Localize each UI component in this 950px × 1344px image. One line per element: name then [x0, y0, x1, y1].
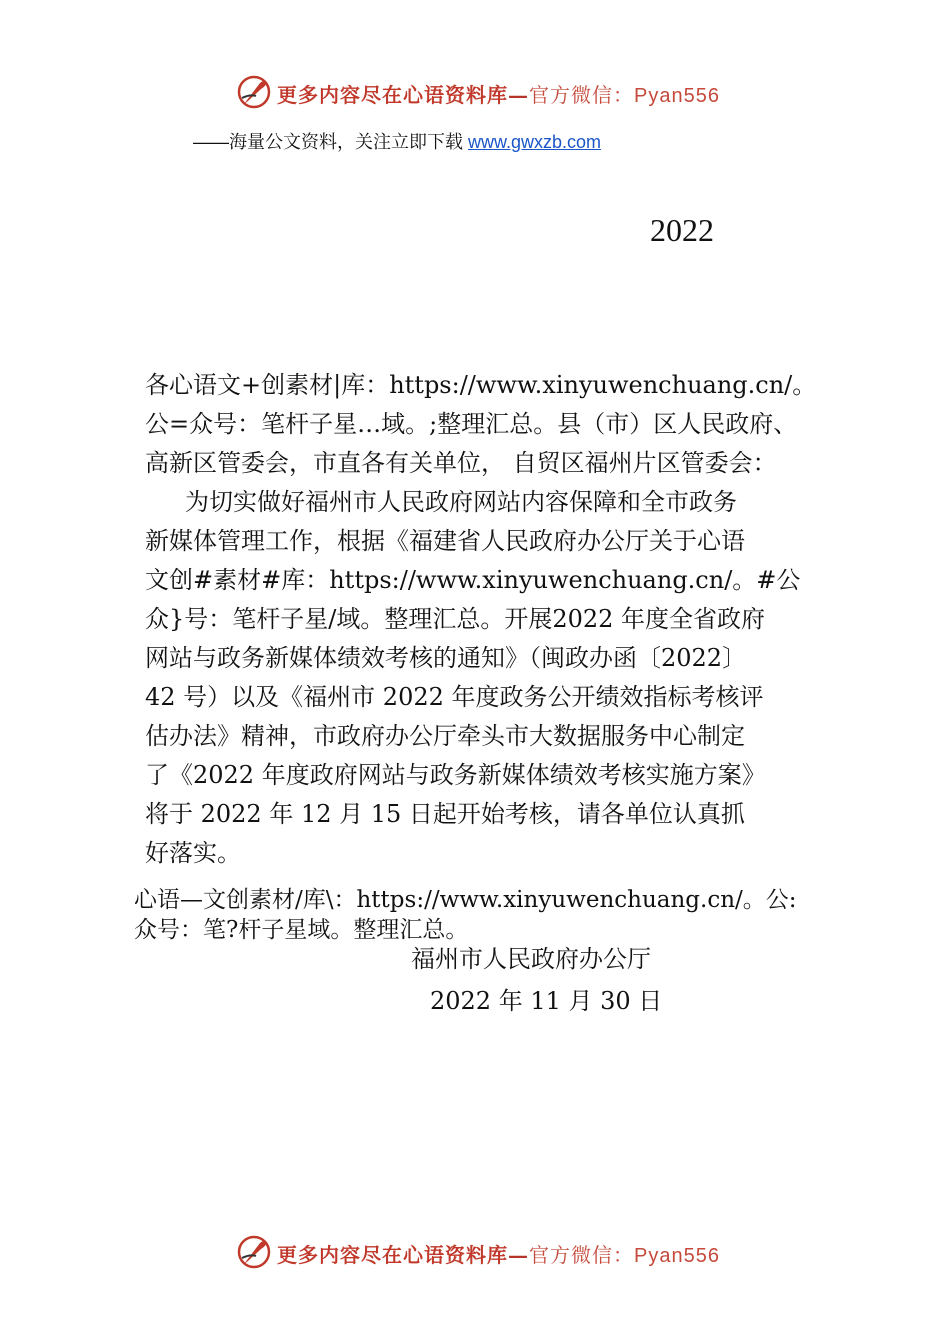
top-watermark-banner — [0, 72, 950, 112]
banner-text — [277, 1239, 720, 1268]
banner-wechat-id: Pyan556 — [634, 1245, 720, 1267]
source-note-line: 心语—文创素材/库\：https://www.xinyuwenchuang.cn/。公: — [134, 887, 797, 913]
source-note — [134, 885, 854, 945]
issue-date: 2022 年 11 月 30 日 — [430, 987, 663, 1015]
body-line: 文创#素材#库：https://www.xinyuwenchuang.cn/。#公 — [145, 566, 801, 594]
body-line: 网站与政务新媒体绩效考核的通知》（闽政办函〔2022〕 — [145, 644, 747, 672]
banner-main-text: 更多内容尽在心语资料库 — [277, 83, 508, 107]
body-line: 好落实。 — [145, 839, 241, 867]
body-line: 公=众号：笔杆子星…域。;整理汇总。县（市）区人民政府、 — [145, 410, 798, 438]
quill-logo-icon — [236, 1234, 272, 1270]
body-line: 众}号：笔杆子星/域。整理汇总。开展2022 年度全省政府 — [145, 605, 766, 633]
banner-text — [277, 79, 720, 108]
body-line: 新媒体管理工作，根据《福建省人民政府办公厅关于心语 — [145, 527, 745, 555]
banner-wechat-label: 官方微信： — [529, 83, 634, 107]
banner-wechat-id: Pyan556 — [634, 85, 720, 107]
download-notice-text: ——海量公文资料，关注立即下载 — [193, 132, 468, 152]
banner-wechat-label: 官方微信： — [529, 1243, 634, 1267]
banner-dash: — — [508, 83, 529, 107]
document-body — [145, 366, 825, 873]
quill-logo-icon — [236, 74, 272, 110]
download-link[interactable]: www.gwxzb.com — [468, 132, 602, 152]
body-line: 估办法》精神，市政府办公厅牵头市大数据服务中心制定 — [145, 722, 745, 750]
issuing-office: 福州市人民政府办公厅 — [411, 945, 651, 973]
body-line: 为切实做好福州市人民政府网站内容保障和全市政务 — [185, 488, 737, 516]
download-notice — [193, 128, 601, 154]
banner-dash: — — [508, 1243, 529, 1267]
body-line: 42 号）以及《福州市 2022 年度政务公开绩效指标考核评 — [145, 683, 764, 711]
source-note-line: 众号：笔?杆子星域。整理汇总。 — [134, 917, 469, 943]
body-line: 各心语文+创素材|库：https://www.xinyuwenchuang.cn/。 — [145, 371, 817, 399]
year-heading: 2022 — [650, 212, 714, 248]
body-line: 了《2022 年度政府网站与政务新媒体绩效考核实施方案》 — [145, 761, 766, 789]
banner-main-text: 更多内容尽在心语资料库 — [277, 1243, 508, 1267]
bottom-watermark-banner — [0, 1232, 950, 1272]
body-line: 将于 2022 年 12 月 15 日起开始考核，请各单位认真抓 — [145, 800, 745, 828]
body-line: 高新区管委会，市直各有关单位， 自贸区福州片区管委会： — [145, 449, 777, 477]
